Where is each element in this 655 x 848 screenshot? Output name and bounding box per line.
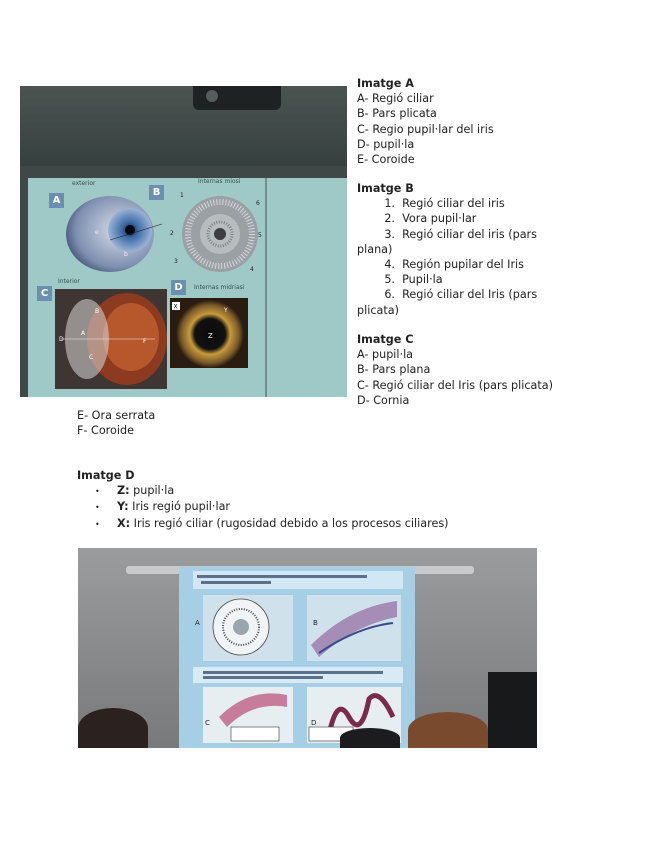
item-number: 4.	[384, 258, 395, 272]
label-z: Z	[208, 332, 213, 340]
imatge-b-section	[357, 181, 537, 318]
svg-text:e: e	[95, 229, 99, 236]
item-text: Regió ciliar del iris (pars	[402, 227, 537, 241]
bullet-item	[77, 516, 449, 532]
list-item: D- Cornia	[357, 393, 410, 407]
bullet-icon: •	[95, 487, 100, 497]
svg-text:b: b	[124, 251, 128, 258]
item-text: Regió ciliar del Iris (pars	[402, 288, 538, 302]
panel-b-caption: Internas miosi	[198, 178, 241, 185]
imatge-c-title: Imatge C	[357, 333, 414, 346]
item-text: Vora pupil·lar	[402, 212, 477, 226]
svg-text:F: F	[143, 338, 147, 345]
item-number: 5.	[384, 273, 395, 287]
svg-text:A: A	[81, 330, 86, 337]
mydriasis-iris-photo	[170, 298, 248, 368]
list-item: C- Regió ciliar del Iris (pars plicata)	[357, 378, 553, 392]
callout-number: 1	[180, 192, 184, 199]
callout-number: 2	[170, 230, 174, 237]
imatge-b-title: Imatge B	[357, 182, 414, 195]
callout-number: 6	[256, 200, 260, 207]
slide-letter: D	[311, 719, 317, 727]
television	[488, 672, 537, 748]
projected-slide	[179, 567, 415, 748]
exterior-eye-illustration	[48, 188, 168, 272]
bullet-text: Iris regió ciliar (rugosidad debido a los procesos ciliares)	[130, 516, 449, 530]
panel-b-letter: B	[149, 185, 164, 200]
projector-lens	[206, 90, 218, 102]
bullet-text: Iris regió pupil·lar	[128, 500, 231, 514]
svg-text:B: B	[95, 308, 100, 315]
list-item: E- Ora serrata	[77, 409, 156, 422]
student-head	[408, 712, 488, 748]
item-continuation: plicata)	[357, 303, 399, 317]
slide-content	[179, 567, 415, 748]
imatge-d-section	[77, 468, 449, 532]
item-text: Regió ciliar del iris	[402, 197, 505, 211]
callout-number: 4	[250, 266, 254, 273]
list-item: A- pupil·la	[357, 348, 414, 362]
item-continuation: plana)	[357, 242, 393, 256]
slide-letter: B	[313, 619, 318, 627]
bullet-key: Y:	[117, 500, 129, 514]
bullet-icon: •	[95, 519, 100, 529]
svg-text:D: D	[59, 336, 64, 343]
panel-d-caption: Internas midriasi	[194, 284, 245, 291]
list-item: D- pupil·la	[357, 137, 415, 151]
student-head	[78, 708, 148, 748]
projection-screen	[28, 178, 347, 397]
classroom-slide-photo	[78, 548, 537, 748]
callout-number: 3	[174, 258, 178, 265]
panel-d-letter: D	[171, 280, 186, 295]
interior-eye-photo	[55, 289, 167, 389]
panel-a-caption: exterior	[72, 180, 96, 187]
screen-edge	[265, 178, 267, 397]
bullet-icon: •	[95, 503, 100, 513]
label-y: Y	[224, 307, 228, 314]
item-number: 2.	[384, 212, 395, 226]
list-item: B- Pars plicata	[357, 107, 437, 121]
list-item: E- Coroide	[357, 153, 415, 167]
numbered-item	[357, 272, 537, 287]
imatge-c-section	[357, 332, 553, 408]
numbered-item	[357, 257, 537, 272]
imatge-d-title: Imatge D	[77, 469, 135, 482]
numbered-item	[357, 196, 537, 211]
ceiling	[20, 86, 347, 166]
bullet-key: Z:	[117, 484, 130, 498]
bullet-item	[77, 483, 449, 499]
student-head	[340, 728, 400, 748]
panel-c-caption: Interior	[58, 278, 80, 285]
callout-number: 5	[258, 232, 262, 239]
eye-anatomy-photo	[20, 86, 347, 397]
slide-letter: A	[195, 619, 200, 627]
item-text: Pupil·la	[402, 273, 443, 287]
imatge-a-section	[357, 76, 494, 167]
numbered-item	[357, 287, 537, 302]
label-x: X	[173, 303, 178, 311]
item-number: 6.	[384, 288, 395, 302]
list-item: F- Coroide	[77, 424, 134, 438]
imatge-a-title: Imatge A	[357, 77, 414, 90]
item-number: 1.	[384, 197, 395, 211]
svg-text:C: C	[89, 354, 94, 361]
bullet-item	[77, 499, 449, 515]
list-item: B- Pars plana	[357, 363, 431, 377]
bullet-text: pupil·la	[129, 484, 175, 498]
panel-a-letter: A	[49, 193, 64, 208]
slide-letter: C	[205, 719, 210, 727]
list-item: A- Regió ciliar	[357, 92, 434, 106]
panel-c-letter: C	[37, 286, 52, 301]
item-text: Región pupilar del Iris	[402, 258, 524, 272]
bullet-key: X:	[117, 516, 131, 530]
numbered-item	[357, 211, 537, 226]
item-number: 3.	[384, 227, 395, 241]
miosis-iris-illustration	[176, 190, 266, 276]
list-item: C- Regio pupil·lar del iris	[357, 122, 494, 136]
imatge-c-continuation	[77, 408, 155, 438]
numbered-item	[357, 227, 537, 242]
